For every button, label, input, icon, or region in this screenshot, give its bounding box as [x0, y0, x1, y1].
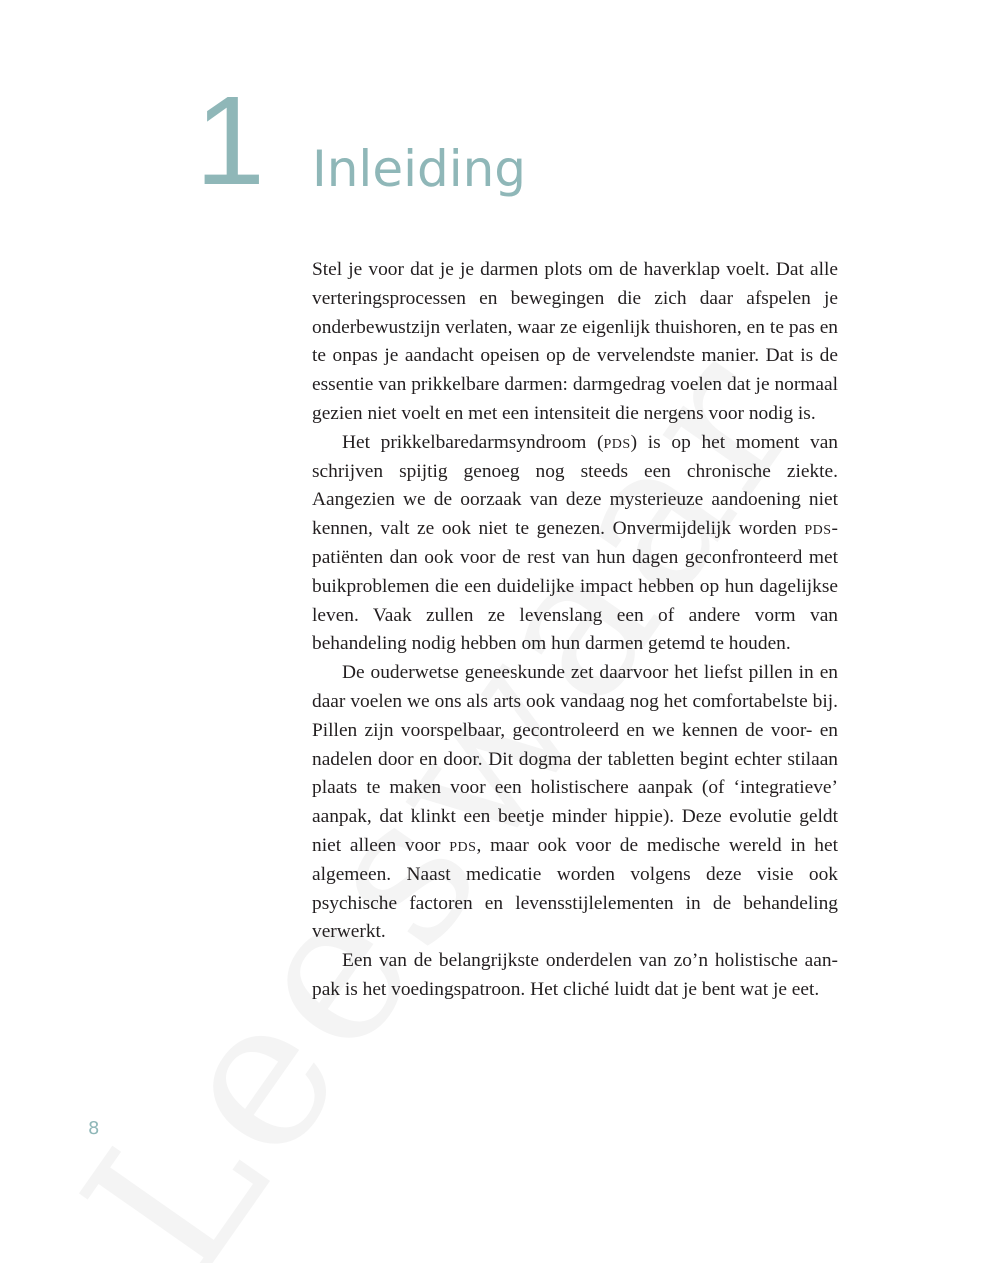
paragraph-text: , maar ook voor de medische wereld in het algemeen. Naast medicatie worden volgens deze visie ook psychische factoren en levensstijlelementen in de behandeling verwerkt.: [312, 834, 838, 943]
body-text: [312, 256, 838, 1005]
abbreviation-pds: pds: [804, 518, 832, 540]
paragraph-2: [312, 429, 838, 659]
page-number: 8: [88, 1118, 100, 1139]
chapter-number: 1: [195, 70, 266, 211]
paragraph-1: [312, 256, 838, 429]
paragraph-text: De ouderwetse geneeskunde zet daarvoor het liefst pillen in en daar voelen we ons als arts ook vandaag nog het comfortabelste bij. Pillen zijn voorspelbaar, gecontroleerd en we kennen de voor- en nadelen door en door. Dit dogma der tabletten begint echter stilaan plaats te maken voor een holistischere aanpak (of ‘integratieve’ aanpak, dat klinkt een beetje minder hippie). Deze evolutie geldt niet alleen voor: [312, 662, 838, 856]
paragraph-text: ) is op het moment van schrijven spijtig genoeg nog steeds een chronische ziekte. Aangezien we de oorzaak van deze mysterieuze aandoening niet kennen, valt ze ook niet te genezen. Onvermijdelijk worden: [312, 431, 839, 540]
abbreviation-pds: pds: [603, 431, 631, 453]
paragraph-text: Een van de belangrijkste onderdelen van zo’n holistische aanpak is het voedingspatroon. Het cliché luidt dat je bent wat je eet.: [312, 950, 838, 1000]
paragraph-3: [312, 659, 838, 947]
abbreviation-pds: pds: [449, 834, 477, 856]
chapter-title: Inleiding: [312, 140, 527, 198]
paragraph-text: Het prikkelbaredarmsyndroom (: [342, 431, 604, 453]
paragraph-text: -patiënten dan ook voor de rest van hun dagen geconfronteerd met buikproblemen die een duidelijke impact hebben op hun dagelijkse leven. Vaak zullen ze levenslang een of andere vorm van behandeling nodig hebben om hun darmen getemd te houden.: [312, 518, 838, 655]
paragraph-4: [312, 947, 838, 1005]
paragraph-text: Stel je voor dat je je darmen plots om de haverklap voelt. Dat alle verteringsprocessen en bewegingen die zich daar afspelen je onderbewustzijn verlaten, waar ze eigenlijk thuishoren, en te pas en te onpas je aandacht opeisen op de vervelendste manier. Dat is de essentie van prikkelbare darmen: darmgedrag voelen dat je normaal gezien niet voelt en met een intensiteit die nergens voor nodig is.: [312, 259, 838, 424]
